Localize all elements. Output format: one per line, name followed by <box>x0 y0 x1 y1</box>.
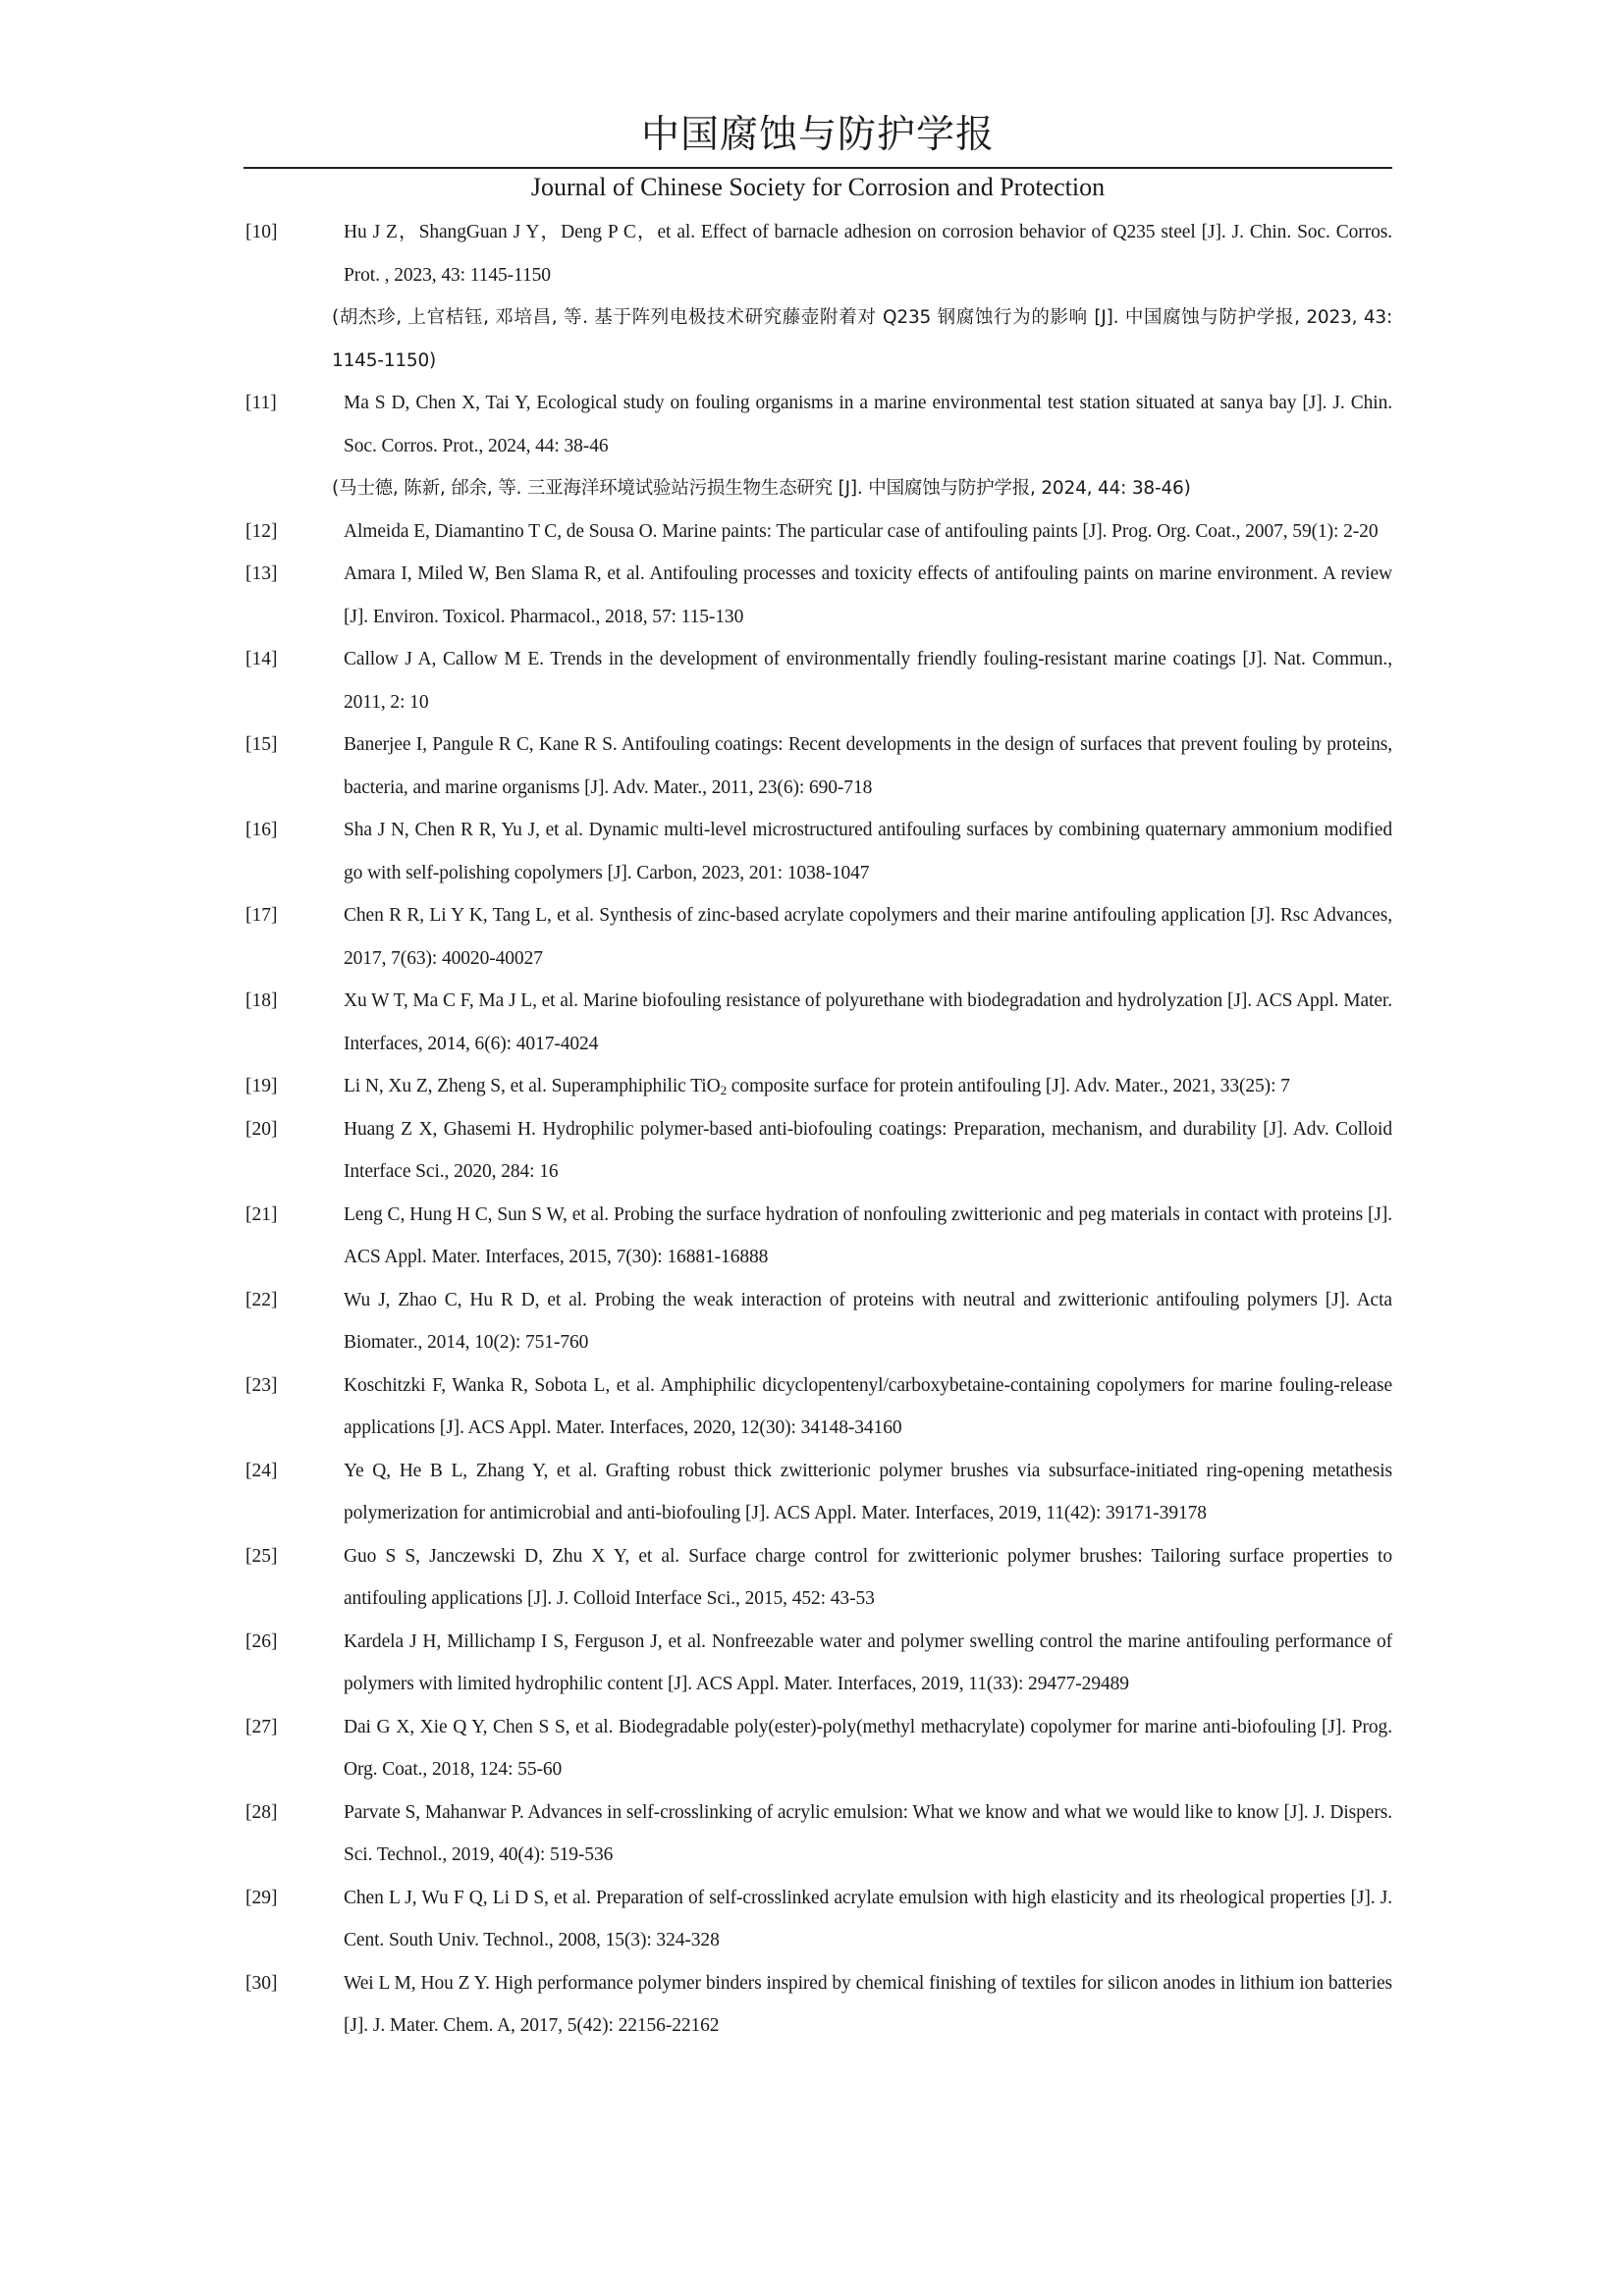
reference-text: Ye Q, He B L, Zhang Y, et al. Grafting robust thick zwitterionic polymer brushes via subsurface-initiated ring-opening metathesis polymerization for antimicrobial and anti-biofouling [J]. ACS Appl. Mater. Interfaces, 2019, 11(42): 39171-39178 <box>344 1460 1392 1523</box>
reference-number: [11] <box>245 393 277 413</box>
reference-list <box>244 211 1392 2048</box>
reference-number: [14] <box>245 649 278 669</box>
reference-number: [24] <box>245 1460 278 1481</box>
reference-text: Banerjee I, Pangule R C, Kane R S. Antifouling coatings: Recent developments in the design of surfaces that prevent fouling by proteins, bacteria, and marine organisms [J]. Adv. Mater., 2011, 23(6): 690-718 <box>344 734 1392 798</box>
reference-text: Amara I, Miled W, Ben Slama R, et al. Antifouling processes and toxicity effects of antifouling paints on marine environment. A review [J]. Environ. Toxicol. Pharmacol., 2018, 57: 115-130 <box>344 563 1392 627</box>
reference-number: [15] <box>245 734 278 755</box>
reference-26 <box>244 1621 1392 1706</box>
reference-20 <box>244 1108 1392 1194</box>
reference-12 <box>244 510 1392 554</box>
reference-text: Wei L M, Hou Z Y. High performance polymer binders inspired by chemical finishing of textiles for silicon anodes in lithium ion batteries [J]. J. Mater. Chem. A, 2017, 5(42): 22156-22162 <box>344 1972 1392 2036</box>
reference-text: Callow J A, Callow M E. Trends in the development of environmentally friendly fouling-resistant marine coatings [J]. Nat. Commun., 2011, 2: 10 <box>344 649 1392 713</box>
reference-10 <box>244 211 1392 382</box>
reference-27 <box>244 1706 1392 1791</box>
reference-30 <box>244 1962 1392 2048</box>
reference-text: Dai G X, Xie Q Y, Chen S S, et al. Biodegradable poly(ester)-poly(methyl methacrylate) copolymer for marine anti-biofouling [J]. Prog. Org. Coat., 2018, 124: 55-60 <box>344 1716 1392 1780</box>
reference-text: Wu J, Zhao C, Hu R D, et al. Probing the weak interaction of proteins with neutral and zwitterionic antifouling polymers [J]. Acta Biomater., 2014, 10(2): 751-760 <box>344 1289 1392 1353</box>
reference-19 <box>244 1065 1392 1108</box>
reference-text: Chen R R, Li Y K, Tang L, et al. Synthesis of zinc-based acrylate copolymers and their marine antifouling application [J]. Rsc Advances, 2017, 7(63): 40020-40027 <box>344 905 1392 969</box>
reference-number: [16] <box>245 820 278 840</box>
reference-number: [22] <box>245 1289 278 1310</box>
reference-16 <box>244 809 1392 894</box>
reference-text: Guo S S, Janczewski D, Zhu X Y, et al. Surface charge control for zwitterionic polymer brushes: Tailoring surface properties to antifouling applications [J]. J. Colloid Interface Sci., 2015, 452: 43-53 <box>344 1545 1392 1609</box>
reference-text-part: Li N, Xu Z, Zheng S, et al. Superamphiphilic TiO <box>344 1076 721 1096</box>
chemical-subscript: 2 <box>720 1083 727 1097</box>
reference-number: [18] <box>245 990 278 1011</box>
reference-number: [25] <box>245 1545 278 1567</box>
reference-text: Koschitzki F, Wanka R, Sobota L, et al. Amphiphilic dicyclopentenyl/carboxybetaine-containing copolymers for marine fouling-release applications [J]. ACS Appl. Mater. Interfaces, 2020, 12(30): 34148-34160 <box>344 1374 1392 1438</box>
reference-text <box>344 1065 1392 1108</box>
journal-header <box>244 110 1392 204</box>
journal-title-english: Journal of Chinese Society for Corrosion and Protection <box>530 173 1106 201</box>
reference-11 <box>244 382 1392 510</box>
reference-text: Parvate S, Mahanwar P. Advances in self-crosslinking of acrylic emulsion: What we know and what we would like to know [J]. J. Dispers. Sci. Technol., 2019, 40(4): 519-536 <box>344 1801 1392 1865</box>
reference-text: Kardela J H, Millichamp I S, Ferguson J, et al. Nonfreezable water and polymer swelling control the marine antifouling performance of polymers with limited hydrophilic content [J]. ACS Appl. Mater. Interfaces, 2019, 11(33): 29477-29489 <box>344 1630 1392 1694</box>
reference-21 <box>244 1194 1392 1279</box>
reference-number: [30] <box>245 1972 278 1994</box>
reference-17 <box>244 894 1392 980</box>
reference-23 <box>244 1364 1392 1450</box>
reference-13 <box>244 553 1392 638</box>
reference-25 <box>244 1535 1392 1621</box>
reference-text: Chen L J, Wu F Q, Li D S, et al. Preparation of self-crosslinked acrylate emulsion with high elasticity and its rheological properties [J]. J. Cent. South Univ. Technol., 2008, 15(3): 324-328 <box>344 1887 1392 1950</box>
reference-15 <box>244 723 1392 809</box>
reference-text: Xu W T, Ma C F, Ma J L, et al. Marine biofouling resistance of polyurethane with biodegradation and hydrolyzation [J]. ACS Appl. Mater. Interfaces, 2014, 6(6): 4017-4024 <box>344 990 1392 1054</box>
reference-number: [17] <box>245 905 278 926</box>
reference-24 <box>244 1450 1392 1535</box>
reference-text: Hu J Z，ShangGuan J Y，Deng P C，et al. Effect of barnacle adhesion on corrosion behavior of Q235 steel [J]. J. Chin. Soc. Corros. Prot. , 2023, 43: 1145-1150 <box>344 222 1392 286</box>
reference-18 <box>244 980 1392 1065</box>
reference-text-part: composite surface for protein antifouling [J]. Adv. Mater., 2021, 33(25): 7 <box>726 1076 1290 1096</box>
reference-text: Sha J N, Chen R R, Yu J, et al. Dynamic multi-level microstructured antifouling surfaces by combining quaternary ammonium modified go with self-polishing copolymers [J]. Carbon, 2023, 201: 1038-1047 <box>344 820 1392 883</box>
reference-number: [21] <box>245 1203 278 1225</box>
reference-number: [27] <box>245 1716 278 1737</box>
reference-22 <box>244 1279 1392 1364</box>
reference-text: Huang Z X, Ghasemi H. Hydrophilic polymer-based anti-biofouling coatings: Preparation, mechanism, and durability [J]. Adv. Colloid Interface Sci., 2020, 284: 16 <box>344 1118 1392 1182</box>
journal-title-chinese: 中国腐蚀与防护学报 <box>640 113 995 157</box>
reference-28 <box>244 1791 1392 1877</box>
reference-number: [20] <box>245 1118 278 1140</box>
reference-number: [23] <box>245 1374 278 1396</box>
reference-number: [19] <box>245 1076 278 1096</box>
reference-29 <box>244 1877 1392 1962</box>
reference-number: [28] <box>245 1801 278 1823</box>
reference-chinese-translation: (胡杰珍, 上官桔钰, 邓培昌, 等. 基于阵列电极技术研究藤壶附着对 Q235 钢腐蚀行为的影响 [J]. 中国腐蚀与防护学报, 2023, 43: 1145-1150) <box>332 307 1392 371</box>
reference-number: [13] <box>245 563 278 584</box>
reference-number: [29] <box>245 1887 278 1908</box>
reference-chinese-translation: (马士德, 陈新, 邰余, 等. 三亚海洋环境试验站污损生物生态研究 [J]. 中国腐蚀与防护学报, 2024, 44: 38-46) <box>332 478 1191 499</box>
reference-number: [12] <box>245 520 278 542</box>
header-rule <box>244 167 1392 169</box>
reference-text: Ma S D, Chen X, Tai Y, Ecological study on fouling organisms in a marine environmental test station situated at sanya bay [J]. J. Chin. Soc. Corros. Prot., 2024, 44: 38-46 <box>344 393 1392 456</box>
reference-number: [26] <box>245 1630 278 1652</box>
reference-text: Leng C, Hung H C, Sun S W, et al. Probing the surface hydration of nonfouling zwitterionic and peg materials in contact with proteins [J]. ACS Appl. Mater. Interfaces, 2015, 7(30): 16881-16888 <box>344 1203 1392 1267</box>
reference-number: [10] <box>245 222 278 242</box>
reference-14 <box>244 638 1392 723</box>
reference-text: Almeida E, Diamantino T C, de Sousa O. Marine paints: The particular case of antifouling paints [J]. Prog. Org. Coat., 2007, 59(1): 2-20 <box>344 520 1379 542</box>
